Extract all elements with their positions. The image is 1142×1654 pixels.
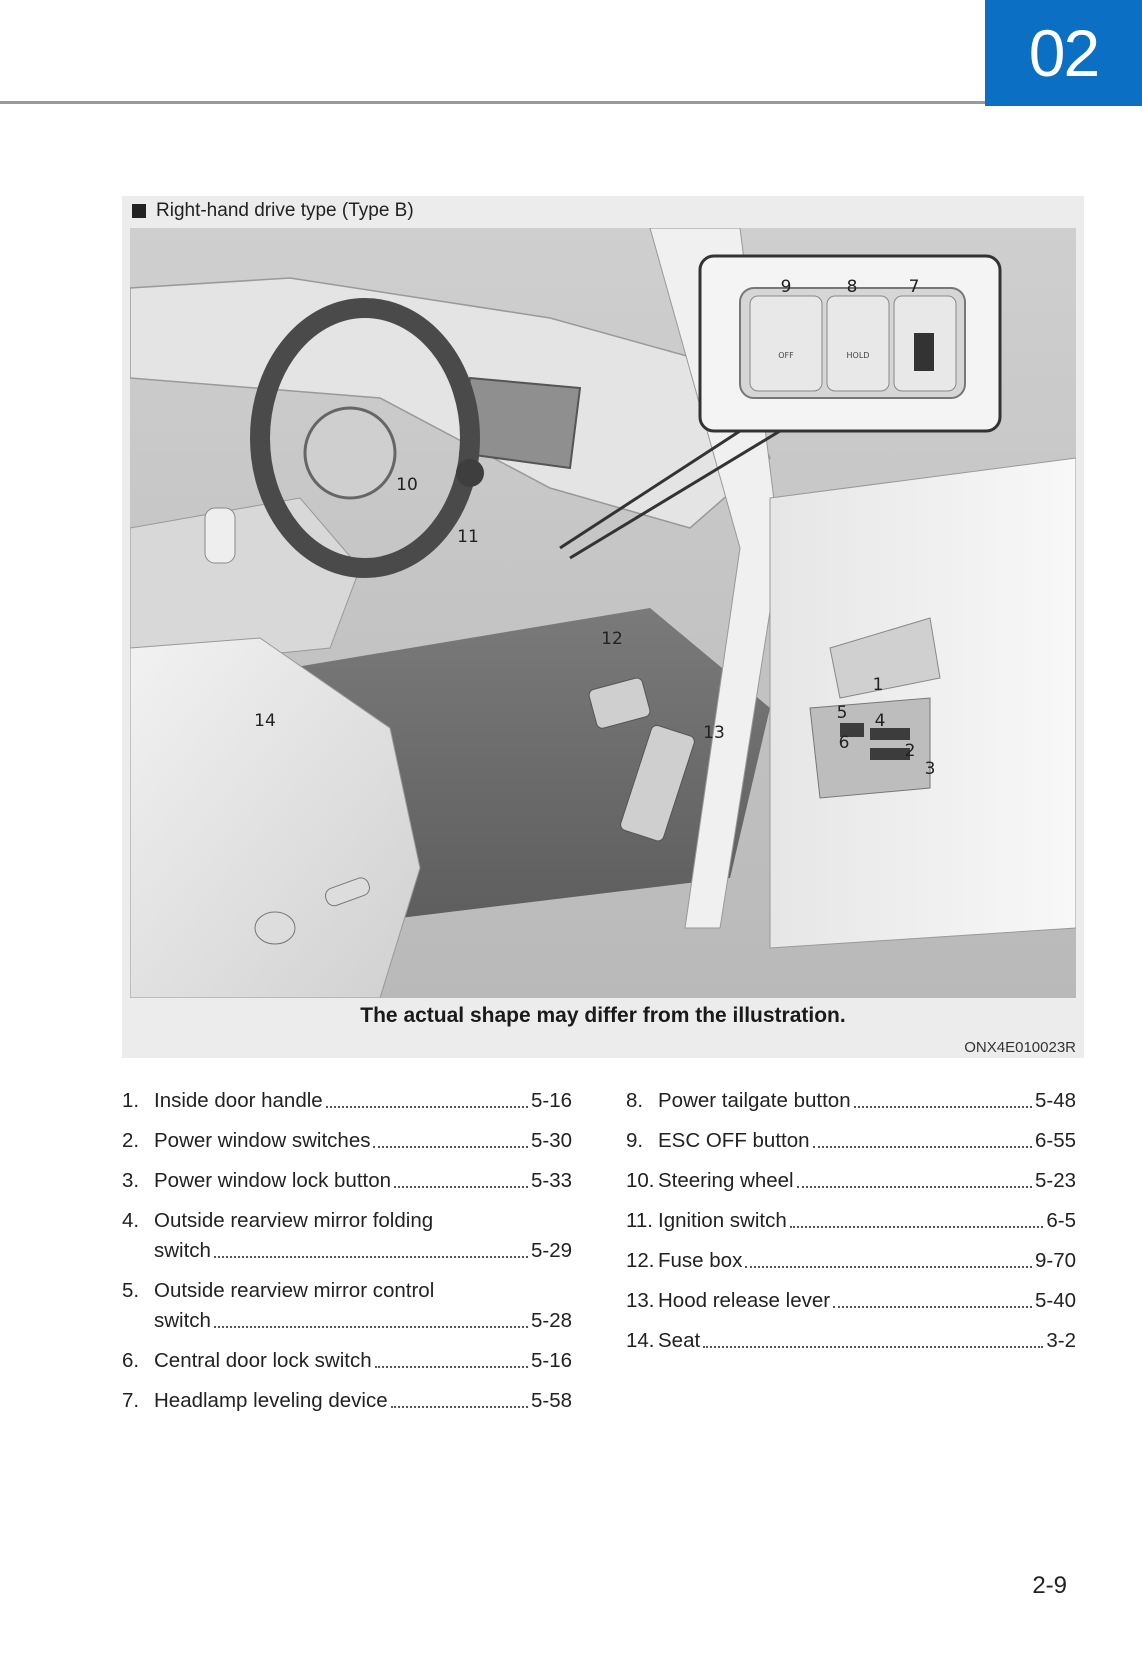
legend-item-4: 4. Outside rearview mirror folding switch 5-29	[122, 1209, 572, 1262]
hold-label: HOLD	[846, 351, 870, 360]
callout-12: 12	[601, 629, 623, 649]
callout-11: 11	[457, 527, 479, 547]
legend-item-10: 10. Steering wheel 5-23	[626, 1169, 1076, 1192]
seat-control-knob	[255, 912, 295, 944]
legend-item-14: 14. Seat 3-2	[626, 1329, 1076, 1352]
figure-note: The actual shape may differ from the illustration.	[360, 1004, 846, 1027]
chapter-tab: 02	[985, 0, 1142, 106]
callout-13: 13	[703, 723, 725, 743]
callout-3: 3	[924, 759, 936, 779]
tailgate-switch	[827, 296, 889, 391]
legend-item-5: 5. Outside rearview mirror control switch 5-28	[122, 1279, 572, 1332]
callout-1: 1	[872, 675, 884, 695]
legend-item-9: 9. ESC OFF button 6-55	[626, 1129, 1076, 1152]
ignition-knob	[456, 459, 484, 487]
interior-illustration	[130, 228, 1076, 998]
callout-6: 6	[838, 733, 850, 753]
legend-item-8: 8. Power tailgate button 5-48	[626, 1089, 1076, 1112]
callout-5: 5	[836, 703, 848, 723]
callout-9: 9	[780, 277, 792, 297]
legend-left	[122, 1088, 572, 1428]
callout-10: 10	[396, 475, 418, 495]
figure-code: ONX4E010023R	[964, 1039, 1076, 1056]
legend-item-2: 2. Power window switches 5-30	[122, 1129, 572, 1152]
legend-item-13: 13. Hood release lever 5-40	[626, 1289, 1076, 1312]
figure-panel	[122, 196, 1084, 1058]
esc-off-label: OFF	[778, 351, 794, 360]
esc-off-switch	[750, 296, 822, 391]
steering-hub	[305, 408, 395, 498]
callout-4: 4	[874, 711, 886, 731]
callout-8: 8	[846, 277, 858, 297]
legend-item-7: 7. Headlamp leveling device 5-58	[122, 1389, 572, 1412]
figure-caption	[132, 200, 414, 222]
leveling-dial	[914, 333, 934, 371]
gear-shifter	[205, 508, 235, 563]
legend-item-3: 3. Power window lock button 5-33	[122, 1169, 572, 1192]
legend-item-11: 11. Ignition switch 6-5	[626, 1209, 1076, 1232]
legend-item-12: 12. Fuse box 9-70	[626, 1249, 1076, 1272]
square-bullet-icon	[132, 204, 146, 218]
legend-right	[626, 1088, 1076, 1368]
callout-14: 14	[254, 711, 276, 731]
legend-item-1: 1. Inside door handle 5-16	[122, 1089, 572, 1112]
callout-2: 2	[904, 741, 916, 761]
figure-caption-text: Right-hand drive type (Type B)	[156, 200, 414, 221]
header-rule	[0, 101, 985, 104]
page-number: 2-9	[1032, 1572, 1067, 1599]
legend-item-6: 6. Central door lock switch 5-16	[122, 1349, 572, 1372]
callout-7: 7	[908, 277, 920, 297]
